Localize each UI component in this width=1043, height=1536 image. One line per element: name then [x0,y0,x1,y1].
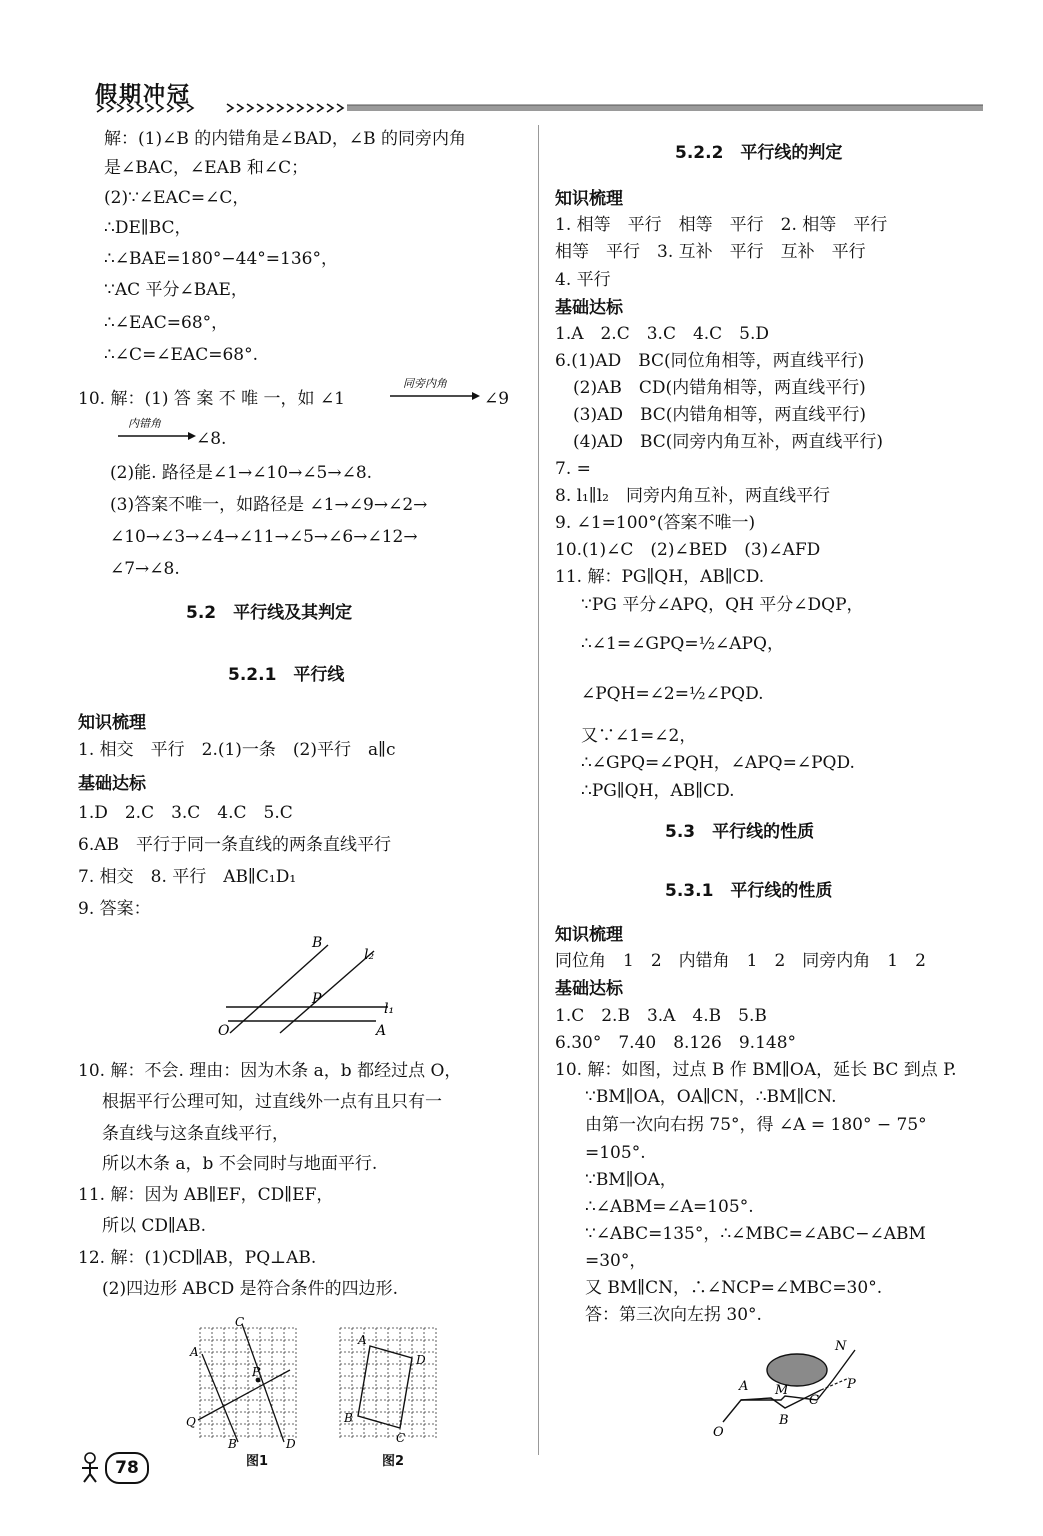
figure-caption: 图1 [246,1454,269,1469]
text-line: 1.C 2.B 3.A 4.B 5.B [555,1006,767,1026]
point-label: A [190,1345,199,1359]
text-line: 1. 相交 平行 2.(1)一条 (2)平行 a∥c [78,740,396,760]
point-label: D [416,1353,426,1367]
figure-10 [713,1338,883,1438]
figure-caption: 图2 [382,1454,405,1469]
text-line: 所以 CD∥AB. [102,1216,207,1236]
text-line: 9. ∠1=100°(答案不唯一) [555,513,756,533]
section-title: 5.2 平行线及其判定 [186,603,353,623]
point-label: l₂ [364,947,375,963]
text-line: (2)四边形 ABCD 是符合条件的四边形. [102,1279,399,1299]
text-line: ∠8. [196,429,227,449]
point-label: P [847,1377,856,1392]
text-line: ∠PQH=∠2=½∠PQD. [581,684,764,704]
text-line: ∴∠EAC=68°， [104,313,229,333]
subsection-title: 5.2.2 平行线的判定 [675,143,843,163]
text-line: ∴∠C=∠EAC=68°. [104,345,259,365]
text-line: 11. 解：PG∥QH，AB∥CD. [555,567,765,587]
text-line: 又 BM∥CN，∴∠NCP=∠MBC=30°. [585,1278,883,1298]
text-line: 答：第三次向左拐 30°. [585,1305,762,1325]
text-line: 又∵∠1=∠2， [581,726,697,746]
text-line: 是∠BAC，∠EAB 和∠C； [104,158,309,178]
point-label: N [835,1339,847,1354]
text-line: (2)AB CD(内错角相等，两直线平行) [573,378,866,398]
heading: 知识梳理 [555,925,623,945]
text-line: 1.D 2.C 3.C 4.C 5.C [78,803,293,823]
point-label: C [809,1393,819,1408]
point-label: B [344,1411,353,1425]
point-label: A [358,1333,367,1347]
text-line: 9. 答案： [78,899,151,919]
point-label: Q [186,1415,196,1429]
text-line: (3)AD BC(内错角相等，两直线平行) [573,405,867,425]
point-label: M [775,1383,789,1398]
text-line: (2)能. 路径是∠1→∠10→∠5→∠8. [110,463,373,483]
text-line: 6.AB 平行于同一条直线的两条直线平行 [78,835,391,855]
text-line: 条直线与这条直线平行， [102,1124,289,1144]
text-line: 根据平行公理可知，过直线外一点有且只有一 [102,1092,442,1112]
text-line: 同位角 1 2 内错角 1 2 同旁内角 1 2 [555,951,926,971]
point-label: A [739,1379,749,1394]
text-line: =105°. [585,1143,646,1163]
point-label: B [228,1437,237,1448]
text-line: 1. 相等 平行 相等 平行 2. 相等 平行 [555,215,888,235]
text-line: ∴∠GPQ=∠PQH，∠APQ=∠PQD. [581,753,855,773]
text-line: ∠7→∠8. [110,559,180,579]
text-line: ∵BM∥OA， [585,1170,677,1190]
text-line: 10. 解：不会. 理由：因为木条 a，b 都经过点 O， [78,1061,462,1081]
subsection-title: 5.3.1 平行线的性质 [665,881,833,901]
point-label: B [779,1413,789,1428]
heading: 知识梳理 [555,189,623,209]
point-label: P [312,991,322,1007]
text-line: ∠10→∠3→∠4→∠11→∠5→∠6→∠12→ [110,527,418,547]
text-line: 10.(1)∠C (2)∠BED (3)∠AFD [555,540,821,560]
grid-figure-1 [180,1316,310,1448]
text-line: ∵PG 平分∠APQ，QH 平分∠DQP， [581,595,864,615]
text-line: 4. 平行 [555,270,611,290]
grid-figure-2 [334,1316,444,1448]
arrow-label: 内错角 [128,417,161,430]
point-label: O [713,1425,724,1438]
text-line: 相等 平行 3. 互补 平行 互补 平行 [555,242,866,262]
text-line: ∴∠1=∠GPQ=½∠APQ， [581,634,784,654]
text-line: ∵∠ABC=135°，∴∠MBC=∠ABC−∠ABM [585,1224,926,1244]
text-line: ∵AC 平分∠BAE， [104,280,248,300]
point-label: C [396,1431,406,1445]
text-line: 10. 解：(1) 答 案 不 唯 一，如 ∠1 [78,389,346,409]
arrow-label: 同旁内角 [403,377,447,390]
point-label: P [252,1365,261,1379]
text-line: ∠9 [484,389,510,409]
mascot-icon [78,1450,108,1484]
text-line: 解：(1)∠B 的内错角是∠BAD，∠B 的同旁内角 [104,129,467,149]
header-rule [95,102,985,114]
heading: 基础达标 [555,979,623,999]
text-line: ∴PG∥QH，AB∥CD. [581,781,735,801]
heading: 知识梳理 [78,713,146,733]
text-line: 7. = [555,459,591,479]
point-label: l₁ [384,1001,395,1017]
text-line: (2)∵∠EAC=∠C， [104,188,250,208]
text-line: ∴DE∥BC， [104,218,192,238]
figure-9 [218,933,478,1043]
text-line: 8. l₁∥l₂ 同旁内角互补，两直线平行 [555,486,830,506]
text-line: 6.(1)AD BC(同位角相等，两直线平行) [555,351,865,371]
page-number: 78 [105,1452,149,1484]
text-line: ∵BM∥OA，OA∥CN，∴BM∥CN. [585,1087,837,1107]
text-line: 12. 解：(1)CD∥AB，PQ⊥AB. [78,1248,317,1268]
heading: 基础达标 [555,298,623,318]
text-line: 10. 解：如图，过点 B 作 BM∥OA，延长 BC 到点 P. [555,1060,957,1080]
point-label: A [376,1023,387,1039]
point-label: D [286,1437,296,1448]
text-line: 7. 相交 8. 平行 AB∥C₁D₁ [78,867,297,887]
text-line: 1.A 2.C 3.C 4.C 5.D [555,324,770,344]
header-title: 假期冲冠 [95,82,192,108]
column-divider [538,125,539,1455]
text-line: 6.30° 7.40 8.126 9.148° [555,1033,797,1053]
text-line: 11. 解：因为 AB∥EF，CD∥EF， [78,1185,334,1205]
heading: 基础达标 [78,774,146,794]
text-line: 所以木条 a，b 不会同时与地面平行. [102,1154,378,1174]
point-label: O [218,1023,230,1039]
point-label: B [312,935,323,951]
text-line: (3)答案不唯一，如路径是 ∠1→∠9→∠2→ [110,495,428,515]
text-line: ∴∠ABM=∠A=105°. [585,1197,754,1217]
text-line: =30°， [585,1251,647,1271]
text-line: (4)AD BC(同旁内角互补，两直线平行) [573,432,884,452]
section-title: 5.3 平行线的性质 [665,822,815,842]
text-line: ∴∠BAE=180°−44°=136°， [104,249,338,269]
text-line: 由第一次向右拐 75°，得 ∠A = 180° − 75° [585,1115,927,1135]
point-label: C [235,1316,245,1329]
subsection-title: 5.2.1 平行线 [228,665,345,685]
